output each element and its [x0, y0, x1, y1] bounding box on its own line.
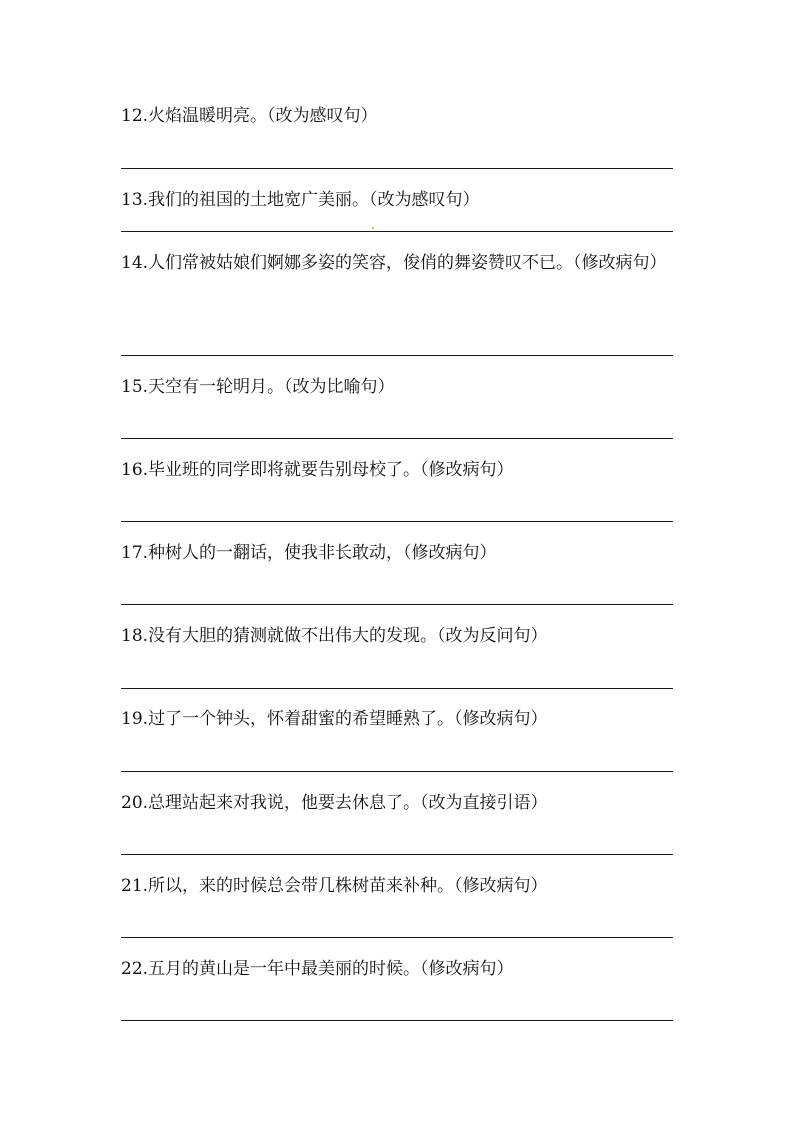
answer-line-22	[121, 1020, 673, 1021]
answer-line-17	[121, 604, 673, 605]
answer-line-14	[121, 355, 673, 356]
question-18: 18.没有大胆的猜测就做不出伟大的发现。（改为反问句）	[121, 626, 548, 646]
answer-line-21	[121, 937, 673, 938]
question-21: 21.所以，来的时候总会带几株树苗来补种。（修改病句）	[121, 876, 548, 896]
answer-line-12	[121, 168, 673, 169]
question-14: 14.人们常被姑娘们婀娜多姿的笑容，俊俏的舞姿赞叹不已。（修改病句）	[121, 253, 667, 273]
question-17: 17.种树人的一翻话，使我非长敢动，（修改病句）	[121, 543, 497, 563]
question-22: 22.五月的黄山是一年中最美丽的时候。（修改病句）	[121, 959, 514, 979]
answer-line-16	[121, 521, 673, 522]
question-19: 19.过了一个钟头，怀着甜蜜的希望睡熟了。（修改病句）	[121, 709, 548, 729]
stray-mark	[372, 227, 374, 229]
answer-line-13	[121, 231, 673, 232]
answer-line-19	[121, 771, 673, 772]
question-12: 12.火焰温暖明亮。（改为感叹句）	[121, 106, 378, 126]
answer-line-15	[121, 438, 673, 439]
question-20: 20.总理站起来对我说，他要去休息了。（改为直接引语）	[121, 793, 548, 813]
question-13: 13.我们的祖国的土地宽广美丽。（改为感叹句）	[121, 190, 480, 210]
question-16: 16.毕业班的同学即将就要告别母校了。（修改病句）	[121, 460, 514, 480]
question-15: 15.天空有一轮明月。（改为比喻句）	[121, 377, 395, 397]
answer-line-20	[121, 854, 673, 855]
answer-line-18	[121, 688, 673, 689]
